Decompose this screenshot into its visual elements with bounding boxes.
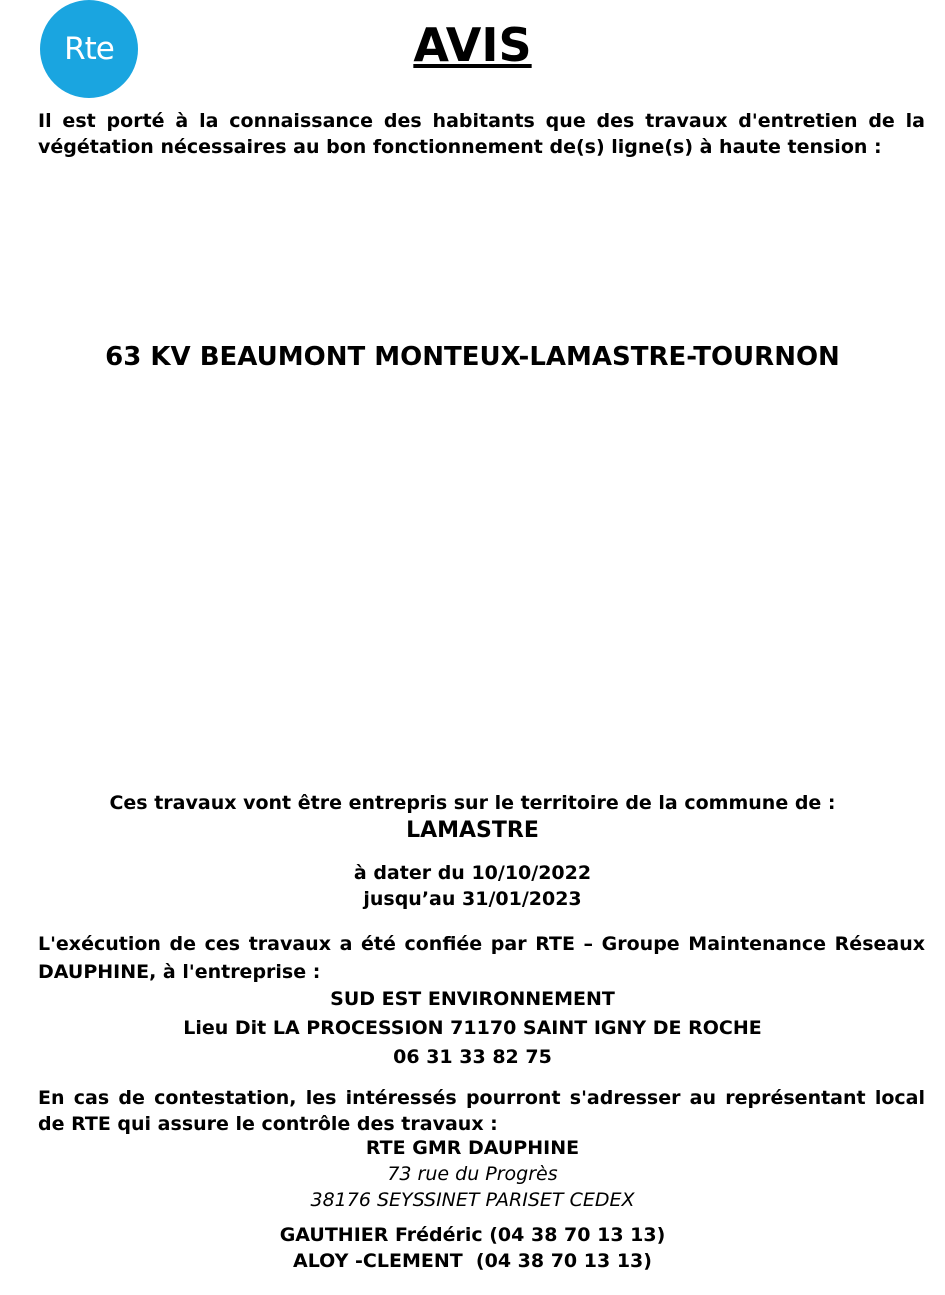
rte-contact-city: 38176 SEYSSINET PARISET CEDEX [310, 1189, 635, 1211]
company-address: Lieu Dit LA PROCESSION 71170 SAINT IGNY DE ROCHE [183, 1017, 762, 1039]
rte-contact-person-1: GAUTHIER Frédéric (04 38 70 13 13) [279, 1224, 666, 1246]
date-from: à dater du 10/10/2022 [353, 862, 592, 884]
execution-paragraph: L'exécution de ces travaux a été confiée par RTE – Groupe Maintenance Réseaux DAUPHINE, à l'entreprise : [38, 933, 925, 983]
date-to: jusqu’au 31/01/2023 [363, 888, 582, 910]
rte-contact-person-2: ALOY -CLEMENT (04 38 70 13 13) [293, 1250, 652, 1272]
company-phone: 06 31 33 82 75 [393, 1046, 552, 1068]
contest-paragraph: En cas de contestation, les intéressés pourront s'adresser au représentant local de RTE qui assure le contrôle des travaux : [38, 1087, 925, 1135]
line-name: 63 KV BEAUMONT MONTEUX-LAMASTRE-TOURNON [105, 342, 840, 372]
rte-contact-street: 73 rue du Progrès [387, 1163, 558, 1185]
intro-paragraph: Il est porté à la connaissance des habitants que des travaux d'entretien de la végétation nécessaires au bon fonctionnement de(s) ligne(s) à haute tension : [38, 110, 925, 158]
commune-intro: Ces travaux vont être entrepris sur le territoire de la commune de : [109, 792, 836, 814]
company-name: SUD EST ENVIRONNEMENT [330, 988, 615, 1010]
rte-contact-name: RTE GMR DAUPHINE [365, 1137, 580, 1159]
rte-logo-text: Rte [64, 31, 114, 67]
commune-name: LAMASTRE [406, 818, 539, 843]
notice-title: AVIS [413, 18, 532, 72]
